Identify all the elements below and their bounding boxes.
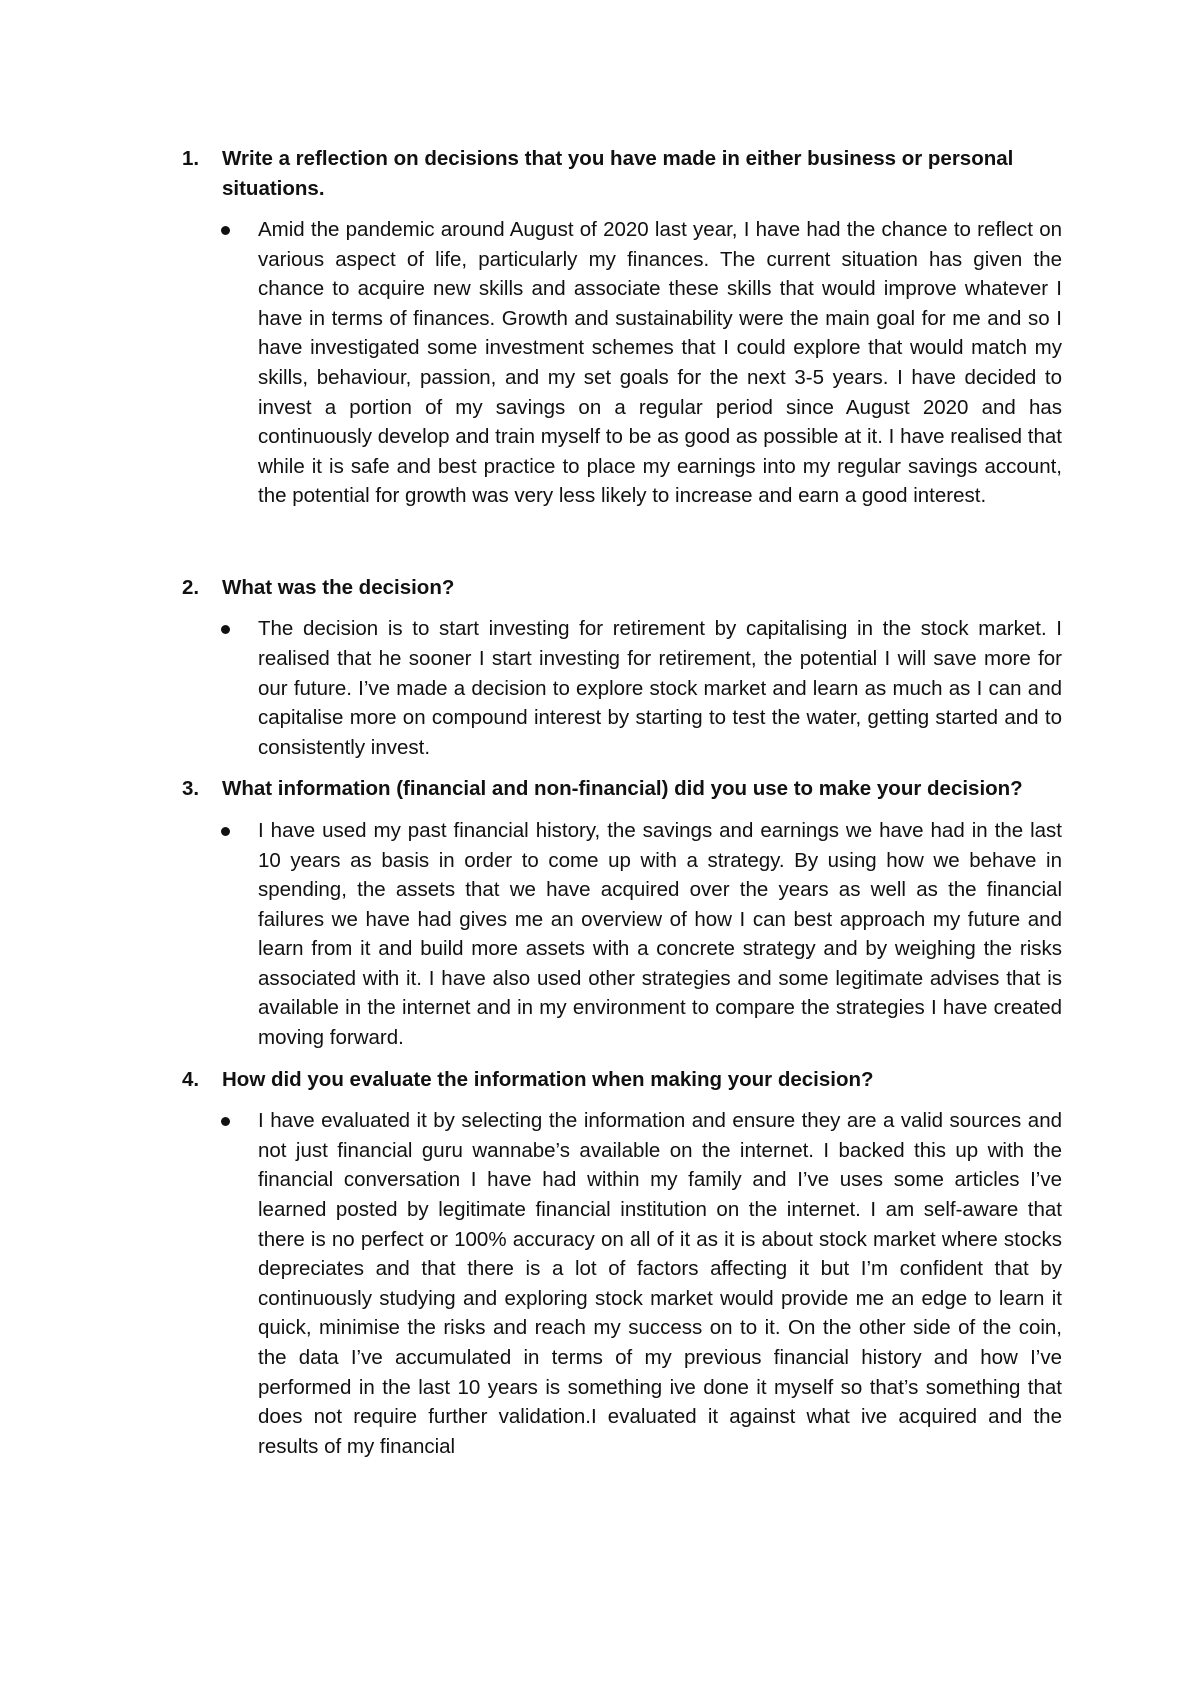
question-text: How did you evaluate the information when making your decision?	[222, 1067, 874, 1091]
question-number: 1.	[182, 147, 200, 170]
answer-text: Amid the pandemic around August of 2020 last year, I have had the chance to reflect on various aspect of life, particularly my finances. The current situation has given the chance to acquire new skills and associate these skills that would improve whatever I have in terms of finances. Growth and sustainability were the main goal for me and so I have investigated some investment schemes that I could explore that would match my skills, behaviour, passion, and my set goals for the next 3-5 years. I have decided to invest a portion of my savings on a regular period since August 2020 and has continuously develop and train myself to be as good as possible at it. I have realised that while it is safe and best practice to place my earnings into my regular savings account, the potential for growth was very less likely to increase and earn a good interest.	[258, 218, 1062, 508]
question-2	[182, 573, 1062, 603]
question-4	[182, 1065, 1062, 1095]
question-text: Write a reflection on decisions that you have made in either business or personal situations.	[222, 147, 1014, 200]
question-number: 2.	[182, 575, 200, 599]
question-number: 4.	[182, 1067, 200, 1091]
question-3	[182, 774, 1062, 804]
bullet-icon	[221, 827, 230, 836]
answer-2	[258, 614, 1062, 762]
answer-text: I have evaluated it by selecting the information and ensure they are a valid sources and not just financial guru wannabe’s available on the internet. I backed this up with the financial conversation I have had within my family and I’ve uses some articles I’ve learned posted by legitimate financial institution on the internet. I am self-aware that there is no perfect or 100% accuracy on all of it as it is about stock market where stocks depreciates and that there is a lot of factors affecting it but I’m confident that by continuously studying and exploring stock market would provide me an edge to learn it quick, minimise the risks and reach my success on to it. On the other side of the coin, the data I’ve accumulated in terms of my previous financial history and how I’ve performed in the last 10 years is something ive done it myself so that’s something that does not require further validation.I evaluated it against what ive acquired and the results of my financial	[258, 1109, 1062, 1458]
answer-text: I have used my past financial history, the savings and earnings we have had in the last 10 years as basis in order to come up with a strategy. By using how we behave in spending, the assets that we have acquired over the years as well as the financial failures we have had gives me an overview of how I can best approach my future and learn from it and build more assets with a concrete strategy and by weighing the risks associated with it. I have also used other strategies and some legitimate advises that is available in the internet and in my environment to compare the strategies I have created moving forward.	[258, 818, 1062, 1050]
answer-text: The decision is to start investing for retirement by capitalising in the stock market. I realised that he sooner I start investing for retirement, the potential I will save more for our future. I’ve made a decision to explore stock market and learn as much as I can and capitalise more on compound interest by starting to test the water, getting started and to consistently invest.	[258, 617, 1062, 759]
bullet-icon	[221, 1117, 230, 1126]
question-number: 3.	[182, 777, 200, 801]
question-text: What information (financial and non-financial) did you use to make your decision?	[222, 777, 1023, 801]
question-1	[182, 144, 1062, 203]
answer-4	[258, 1106, 1062, 1461]
bullet-icon	[221, 625, 230, 634]
answer-1	[258, 215, 1062, 511]
document-body	[182, 144, 1062, 1461]
question-text: What was the decision?	[222, 575, 455, 599]
bullet-icon	[221, 226, 230, 235]
answer-3	[258, 816, 1062, 1053]
